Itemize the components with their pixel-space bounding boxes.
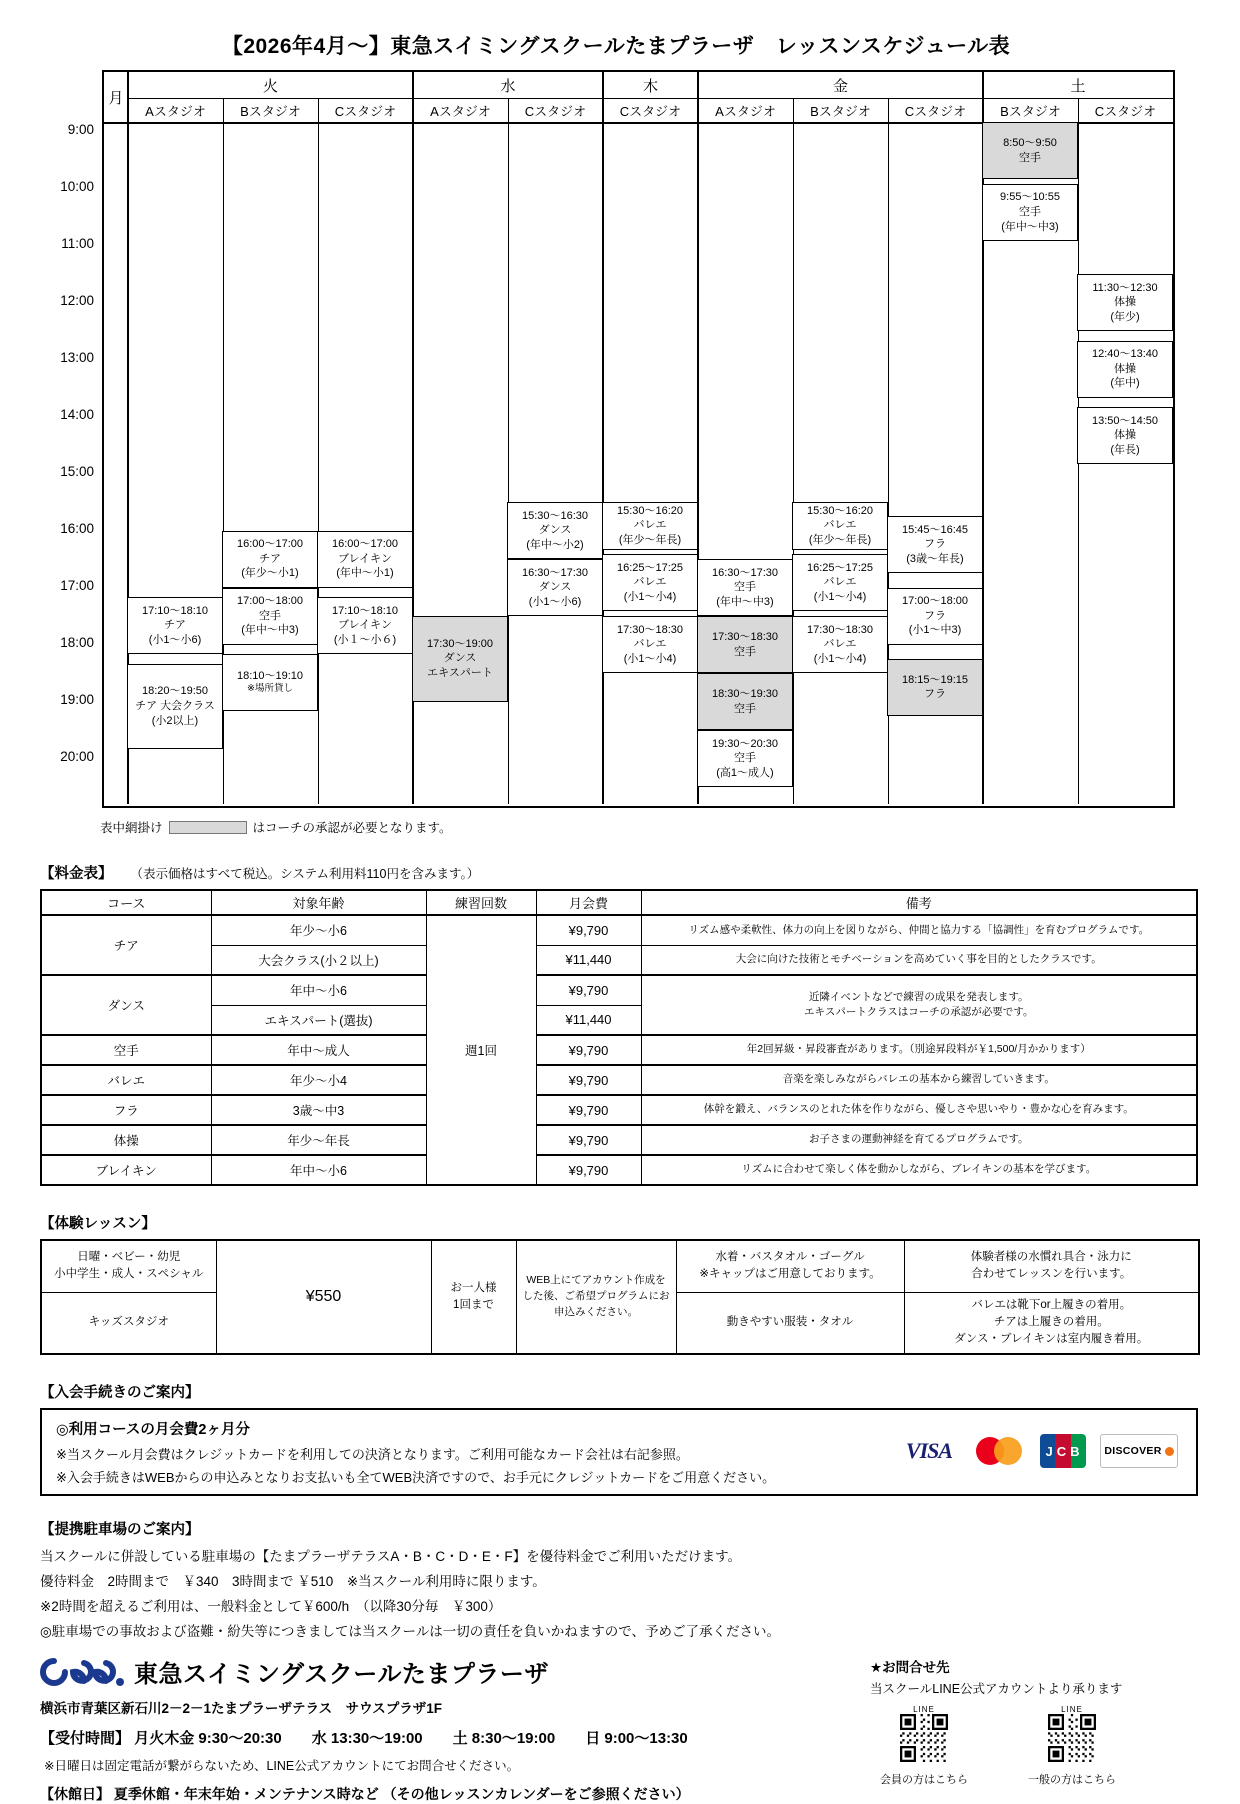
enrollment-note-1: ※当スクール月会費はクレジットカードを利用しての決済となります。ご利用可能なカード会社は右記参照。 — [56, 1447, 689, 1462]
price-cell: 体幹を鍛え、バランスのとれた体を作りながら、優しさや思いやり・豊かな心を育みます。 — [641, 1095, 1197, 1125]
price-cell: 大会クラス(小２以上) — [211, 945, 426, 975]
lesson-cell: 16:00～17:00 チア (年少～小1) — [222, 531, 318, 588]
parking-line-2: 優待料金 2時間まで ￥340 3時間まで ￥510 ※当スクール利用時に限ります。 — [40, 1574, 546, 1589]
qr-row — [880, 1705, 1200, 1787]
time-label: 9:00 — [67, 121, 94, 137]
price-col-header: 月会費 — [536, 890, 641, 915]
visa-logo-icon: VISA — [898, 1434, 960, 1468]
trial-cell: 日曜・ベビー・幼児 小中学生・成人・スペシャル — [41, 1240, 216, 1292]
price-cell: 近隣イベントなどで練習の成果を発表します。 エキスパートクラスはコーチの承認が必要です。 — [641, 975, 1197, 1035]
studio-divider — [318, 98, 319, 804]
studio-header: Cスタジオ — [619, 103, 682, 119]
lesson-cell: 8:50～9:50 空手 — [982, 122, 1078, 179]
studio-header: Bスタジオ — [240, 103, 301, 119]
price-cell: 週1回 — [426, 915, 536, 1185]
parking-line-4: ◎駐車場での事故および盗難・紛失等につきましては当スクールは一切の責任を負いかねますので、予めご了承ください。 — [40, 1624, 780, 1639]
discover-logo-icon: DISCOVER — [1100, 1434, 1178, 1468]
lesson-cell: 17:10～18:10 ブレイキン (小１～小６) — [317, 597, 413, 654]
mastercard-logo-icon — [974, 1434, 1026, 1468]
studio-header: Cスタジオ — [334, 103, 397, 119]
studio-divider — [508, 98, 509, 804]
price-col-header: コース — [41, 890, 211, 915]
time-label: 16:00 — [60, 520, 94, 536]
lesson-cell: 17:00～18:00 フラ (小1～中3) — [887, 588, 983, 645]
header-divider — [128, 98, 1173, 99]
studio-divider — [793, 98, 794, 804]
qr-general: LINE 一般の方はこちら — [1028, 1705, 1116, 1786]
qr-member-caption: 会員の方はこちら — [880, 1774, 968, 1786]
lesson-cell: 19:30～20:30 空手 (高1～成人) — [697, 730, 793, 787]
price-cell: 年2回昇級・昇段審査があります。（別途昇段料が￥1,500/月かかります） — [641, 1035, 1197, 1065]
sunday-note: ※日曜日は固定電話が繋がらないため、LINE公式アカウントにてお問合せください。 — [44, 1759, 520, 1773]
lesson-cell: 17:10～18:10 チア (小1～小6) — [127, 597, 223, 654]
footer-left — [40, 1654, 870, 1804]
jcb-logo-icon: JCB — [1040, 1434, 1086, 1468]
studio-header: Aスタジオ — [430, 103, 491, 119]
lesson-cell: 16:25～17:25 バレエ (小1～小4) — [792, 554, 888, 611]
price-col-header: 練習回数 — [426, 890, 536, 915]
price-cell: ¥9,790 — [536, 1035, 641, 1065]
lesson-cell: 18:30～19:30 空手 — [697, 673, 793, 730]
price-cell: ブレイキン — [41, 1155, 211, 1185]
price-cell: 体操 — [41, 1125, 211, 1155]
day-header-mon: 月 — [108, 89, 124, 107]
price-cell: 空手 — [41, 1035, 211, 1065]
time-label: 17:00 — [60, 577, 94, 593]
price-cell: バレエ — [41, 1065, 211, 1095]
time-label: 14:00 — [60, 406, 94, 422]
lesson-cell: 18:10～19:10 ※場所貸し — [222, 654, 318, 711]
price-cell: ¥9,790 — [536, 1095, 641, 1125]
pricing-section-head — [40, 862, 1240, 883]
trial-cell: ¥550 — [216, 1240, 431, 1354]
studio-header: Bスタジオ — [1000, 103, 1061, 119]
trial-cell: WEB上にてアカウント作成を した後、ご希望プログラムにお 申込みください。 — [516, 1240, 676, 1354]
qr-code-general-icon — [1048, 1714, 1096, 1762]
price-cell: お子さまの運動神経を育てるプログラムです。 — [641, 1125, 1197, 1155]
pricing-subheading: （表示価格はすべて税込。システム利用料110円を含みます。） — [130, 867, 480, 881]
time-label: 10:00 — [60, 178, 94, 194]
studio-header: Bスタジオ — [810, 103, 871, 119]
price-cell: リズム感や柔軟性、体力の向上を図りながら、仲間と協力する「協調性」を育むプログラムです。 — [641, 915, 1197, 945]
price-cell: 年少～小4 — [211, 1065, 426, 1095]
enrollment-box — [40, 1408, 1198, 1496]
lesson-cell: 17:30～19:00 ダンス エキスパート — [412, 616, 508, 702]
price-cell: 年中～成人 — [211, 1035, 426, 1065]
price-cell: ¥11,440 — [536, 945, 641, 975]
studio-header: Aスタジオ — [145, 103, 206, 119]
trial-cell: 体験者様の水慣れ具合・泳力に 合わせてレッスンを行います。 — [904, 1240, 1199, 1292]
studio-header: Cスタジオ — [524, 103, 587, 119]
time-axis — [56, 70, 100, 810]
logo-row — [40, 1654, 870, 1689]
price-cell: フラ — [41, 1095, 211, 1125]
time-label: 18:00 — [60, 634, 94, 650]
day-header-水: 水 — [500, 77, 516, 95]
discover-ball-icon — [1165, 1447, 1174, 1456]
enrollment-fee-line: ◎利用コースの月会費2ヶ月分 — [56, 1422, 250, 1438]
pricing-heading: 【料金表】 — [40, 866, 113, 882]
lesson-cell: 11:30～12:30 体操 (年少) — [1077, 274, 1173, 331]
trial-cell: 動きやすい服装・タオル — [676, 1292, 904, 1354]
card-logos — [898, 1434, 1178, 1468]
lesson-cell: 15:30～16:30 ダンス (年中～小2) — [507, 502, 603, 559]
studio-header: Cスタジオ — [904, 103, 967, 119]
price-cell: 年少～年長 — [211, 1125, 426, 1155]
day-header-木: 木 — [642, 77, 658, 95]
lesson-cell: 13:50～14:50 体操 (年長) — [1077, 407, 1173, 464]
contact-block — [870, 1654, 1200, 1804]
closed-days: 【休館日】 夏季休館・年末年始・メンテナンス時など （その他レッスンカレンダーをご参照ください） — [40, 1786, 690, 1802]
lesson-cell: 18:20～19:50 チア 大会クラス (小2以上) — [127, 664, 223, 750]
school-name: 東急スイミングスクールたまプラーザ — [134, 1661, 549, 1688]
price-cell: リズムに合わせて楽しく体を動かしながら、ブレイキンの基本を学びます。 — [641, 1155, 1197, 1185]
price-cell: ¥9,790 — [536, 975, 641, 1005]
price-cell: ¥9,790 — [536, 915, 641, 945]
lesson-cell: 17:30～18:30 バレエ (小1～小4) — [792, 616, 888, 673]
price-cell: ¥11,440 — [536, 1005, 641, 1035]
footer — [40, 1654, 1200, 1804]
lesson-cell: 15:45～16:45 フラ (3歳～年長) — [887, 516, 983, 573]
qr-member: LINE 会員の方はこちら — [880, 1705, 968, 1786]
price-cell: 音楽を楽しみながらバレエの基本から練習していきます。 — [641, 1065, 1197, 1095]
gray-swatch — [169, 821, 247, 834]
time-label: 13:00 — [60, 349, 94, 365]
day-header-金: 金 — [832, 77, 848, 95]
price-cell: ¥9,790 — [536, 1125, 641, 1155]
price-cell: 年少～小6 — [211, 915, 426, 945]
lesson-cell: 16:25～17:25 バレエ (小1～小4) — [602, 554, 698, 611]
shaded-cell-note — [100, 818, 1240, 836]
day-divider — [602, 72, 604, 804]
time-label: 19:00 — [60, 691, 94, 707]
lesson-cell: 15:30～16:20 バレエ (年少～年長) — [602, 502, 698, 550]
lesson-cell: 16:00～17:00 ブレイキン (年中～小1) — [317, 531, 413, 588]
parking-heading: 【提携駐車場のご案内】 — [40, 1522, 200, 1538]
lesson-cell: 17:30～18:30 バレエ (小1～小4) — [602, 616, 698, 673]
qr-code-member-icon — [900, 1714, 948, 1762]
time-label: 12:00 — [60, 292, 94, 308]
enrollment-note-2: ※入会手続きはWEBからの申込みとなりお支払いも全てWEB決済ですので、お手元にクレジットカードをご用意ください。 — [56, 1470, 776, 1485]
pricing-table — [40, 889, 1198, 1186]
price-cell: ダンス — [41, 975, 211, 1035]
schedule-table — [102, 70, 1175, 808]
lesson-cell: 9:55～10:55 空手 (年中～中3) — [982, 184, 1078, 241]
enrollment-heading: 【入会手続きのご案内】 — [40, 1385, 200, 1401]
note-prefix: 表中網掛け — [100, 821, 163, 835]
price-cell: ¥9,790 — [536, 1065, 641, 1095]
qr-general-caption: 一般の方はこちら — [1028, 1774, 1116, 1786]
price-cell: エキスパート(選抜) — [211, 1005, 426, 1035]
contact-subtitle: 当スクールLINE公式アカウントより承ります — [870, 1682, 1123, 1696]
tokyu-logo-icon — [40, 1655, 126, 1689]
day-header-土: 土 — [1070, 77, 1086, 95]
trial-cell: 水着・バスタオル・ゴーグル ※キャップはご用意しております。 — [676, 1240, 904, 1292]
trial-cell: バレエは靴下or上履きの着用。 チアは上履きの着用。 ダンス・ブレイキンは室内履き着用。 — [904, 1292, 1199, 1354]
studio-header: Cスタジオ — [1094, 103, 1157, 119]
day-header-火: 火 — [262, 77, 278, 95]
school-address: 横浜市青葉区新石川2－2－1たまプラーザテラス サウスプラザ1F — [40, 1701, 442, 1716]
note-suffix: はコーチの承認が必要となります。 — [252, 821, 452, 835]
trial-cell: お一人様 1回まで — [431, 1240, 516, 1354]
price-cell: ¥9,790 — [536, 1155, 641, 1185]
parking-line-1: 当スクールに併設している駐車場の【たまプラーザテラスA・B・C・D・E・F】を優待料金でご利用いただけます。 — [40, 1549, 742, 1564]
trial-heading: 【体験レッスン】 — [40, 1216, 156, 1232]
lesson-cell: 12:40～13:40 体操 (年中) — [1077, 341, 1173, 398]
lesson-schedule — [56, 70, 1176, 812]
lesson-cell: 17:00～18:00 空手 (年中～中3) — [222, 588, 318, 645]
reception-hours: 【受付時間】 月火木金 9:30～20:30 水 13:30～19:00 土 8:30～19:00 日 9:00～13:30 — [40, 1730, 688, 1747]
price-cell: 3歳～中3 — [211, 1095, 426, 1125]
price-cell: 年中～小6 — [211, 1155, 426, 1185]
time-label: 11:00 — [61, 235, 94, 251]
price-col-header: 対象年齢 — [211, 890, 426, 915]
lesson-cell: 16:30～17:30 ダンス (小1～小6) — [507, 559, 603, 616]
studio-header: Aスタジオ — [715, 103, 776, 119]
time-label: 15:00 — [60, 463, 94, 479]
price-cell: 年中～小6 — [211, 975, 426, 1005]
lesson-cell: 16:30～17:30 空手 (年中～中3) — [697, 559, 793, 616]
trial-cell: キッズスタジオ — [41, 1292, 216, 1354]
price-cell: チア — [41, 915, 211, 975]
lesson-cell: 15:30～16:20 バレエ (年少～年長) — [792, 502, 888, 550]
parking-line-3: ※2時間を超えるご利用は、一般料金として￥600/h （以降30分毎 ￥300） — [40, 1599, 502, 1614]
lesson-cell: 18:15～19:15 フラ — [887, 659, 983, 716]
contact-title: ★お問合せ先 — [870, 1660, 950, 1675]
price-cell: 大会に向けた技術とモチベーションを高めていく事を目的としたクラスです。 — [641, 945, 1197, 975]
lesson-cell: 17:30～18:30 空手 — [697, 616, 793, 673]
time-label: 20:00 — [60, 748, 94, 764]
flyer-page — [0, 30, 1240, 1802]
price-col-header: 備考 — [641, 890, 1197, 915]
trial-lesson-table — [40, 1239, 1200, 1355]
page-title: 【2026年4月～】東急スイミングスクールたまプラーザ レッスンスケジュール表 — [221, 35, 1011, 58]
